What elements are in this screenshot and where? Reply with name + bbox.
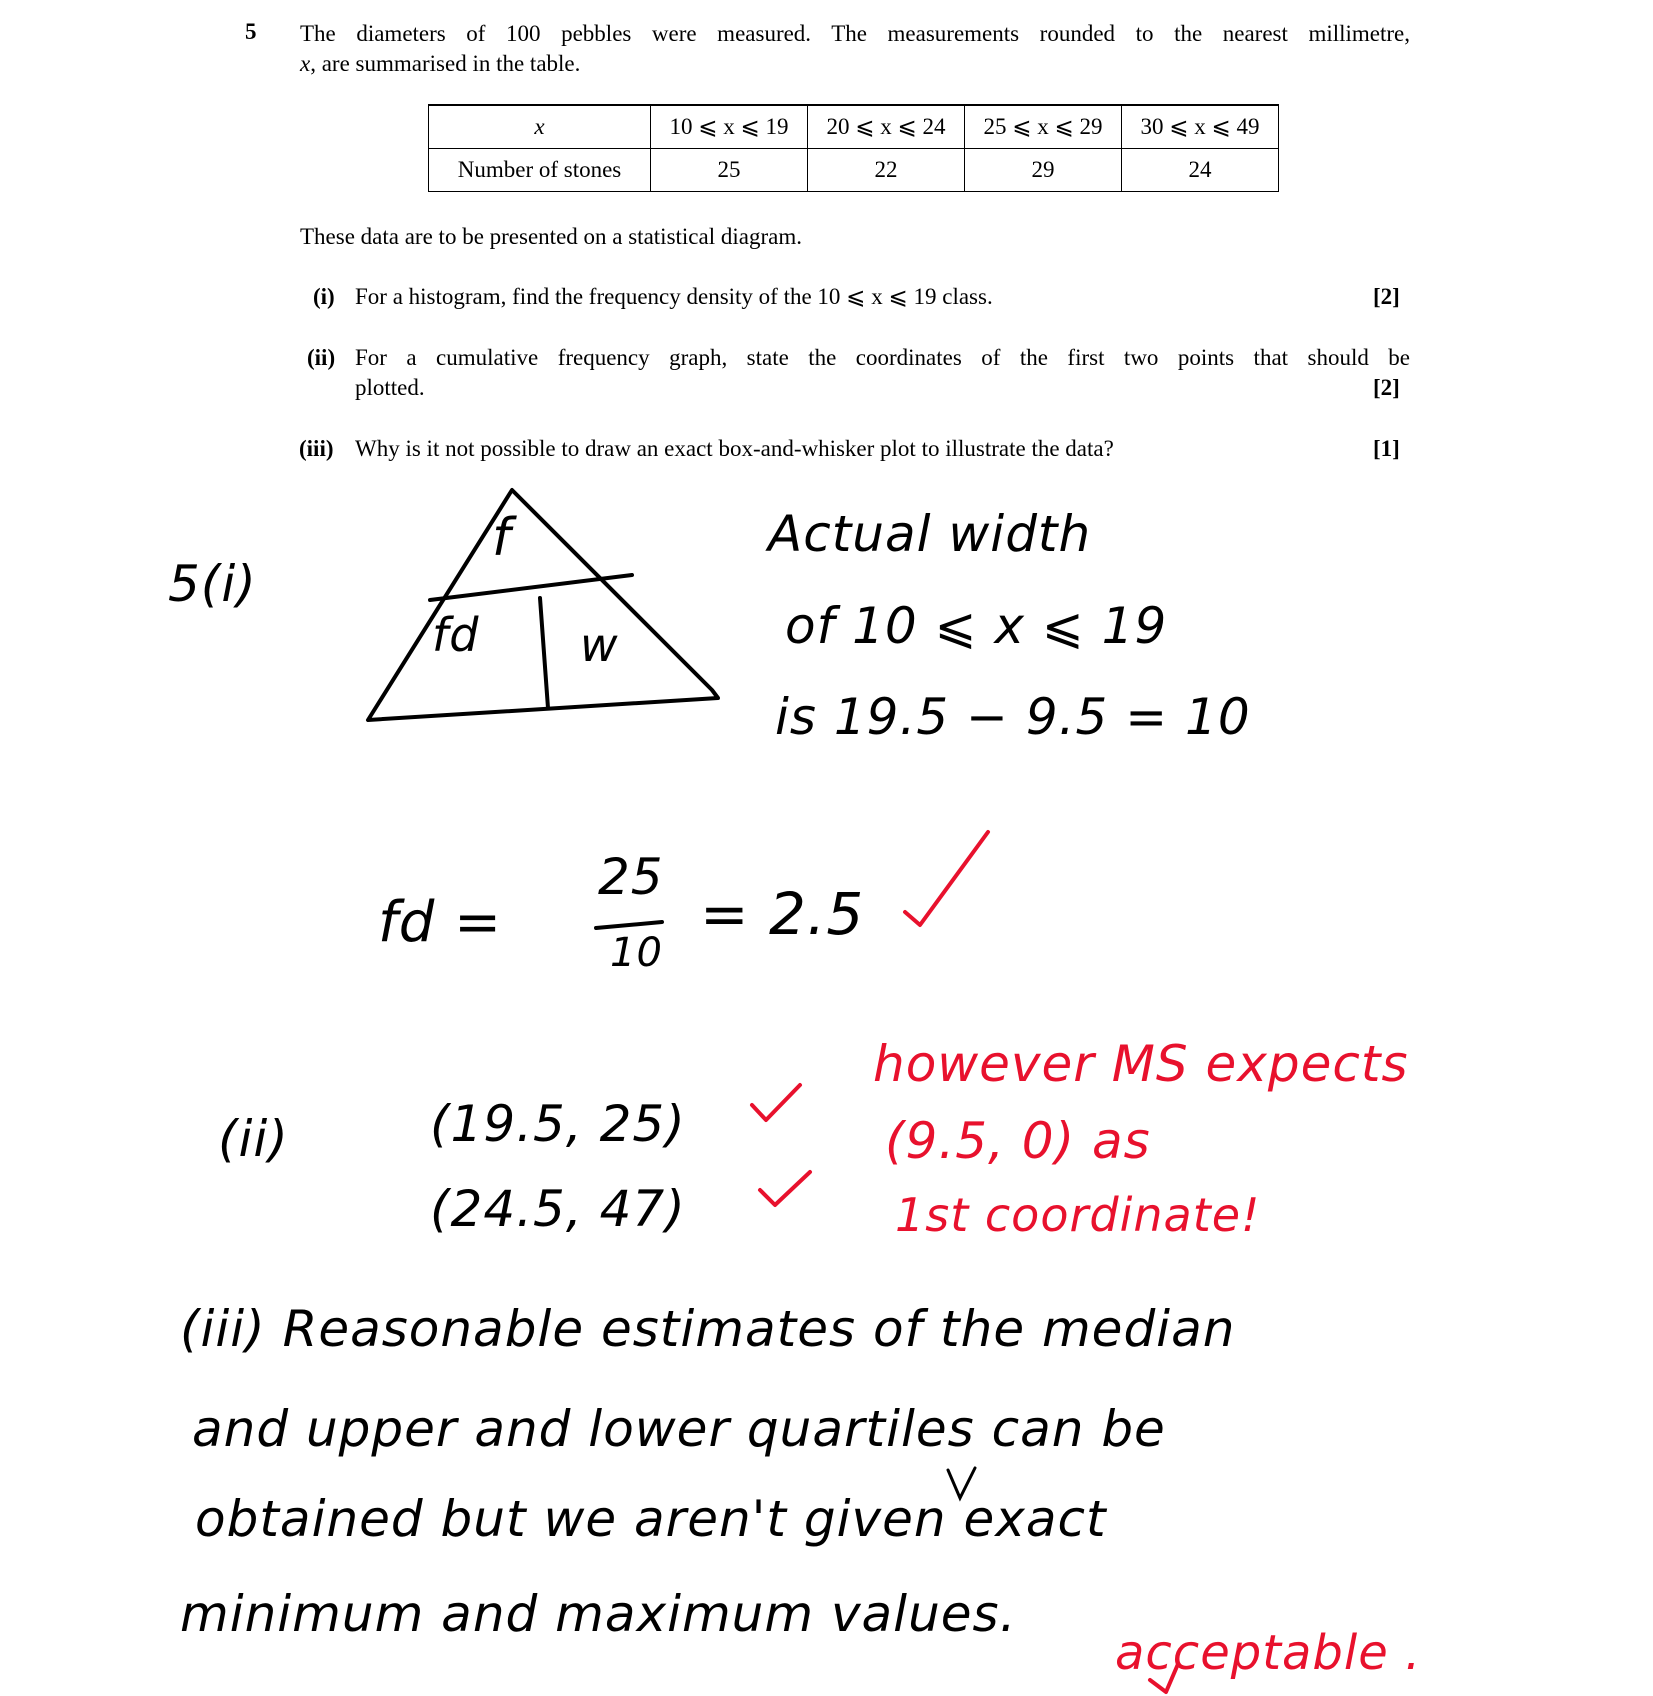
acceptable-note: acceptable . (1115, 1625, 1422, 1681)
tick-mark (905, 832, 988, 925)
part-iii-label: (iii) (299, 436, 334, 461)
intro-line-1: The diameters of 100 pebbles were measured. The measurements rounded to the nearest millimetre, (300, 21, 1410, 46)
triangle-divider-horizontal (430, 575, 632, 600)
part-iii-answer-line3: obtained but we aren't given exact (195, 1490, 1107, 1548)
intro-line-2-text: , are summarised in the table. (310, 51, 581, 76)
triangle-top-letter: f (492, 508, 512, 568)
table-cell: 25 (651, 149, 808, 192)
table-header-cell: 20 ⩽ x ⩽ 24 (808, 105, 965, 149)
fd-denominator: 10 (610, 930, 663, 976)
fraction-bar (596, 922, 662, 928)
fd-result: = 2.5 (700, 880, 865, 948)
table-cell: 22 (808, 149, 965, 192)
ms-note-line3: 1st coordinate! (895, 1188, 1261, 1242)
hand-part-ii-label: (ii) (218, 1110, 289, 1168)
table-row-label: Number of stones (429, 149, 651, 192)
cf-point-1: (19.5, 25) (430, 1095, 686, 1153)
question-statement: These data are to be presented on a statistical diagram. (300, 224, 802, 249)
formula-triangle (368, 490, 718, 720)
part-iii-text: Why is it not possible to draw an exact box-and-whisker plot to illustrate the data? (355, 436, 1114, 461)
cf-point-2: (24.5, 47) (430, 1180, 686, 1238)
part-iii-marks: [1] (1373, 436, 1400, 461)
intro-variable: x (300, 51, 311, 76)
triangle-bottom-left-letters: fd (432, 608, 480, 662)
tick-mark (760, 1172, 810, 1205)
hand-part-i-label: 5(i) (168, 555, 257, 613)
part-i-marks: [2] (1373, 284, 1400, 309)
table-header-cell: x (429, 105, 651, 149)
fd-lhs: fd = (378, 890, 502, 955)
width-note-line2: of 10 ⩽ x ⩽ 19 (785, 597, 1168, 655)
part-ii-text-line2: plotted. (355, 375, 425, 400)
table-header-cell: 25 ⩽ x ⩽ 29 (965, 105, 1122, 149)
ms-note-line2: (9.5, 0) as (885, 1112, 1151, 1170)
part-iii-answer-line4: minimum and maximum values. (180, 1585, 1017, 1643)
table-header-cell: 10 ⩽ x ⩽ 19 (651, 105, 808, 149)
part-i-text: For a histogram, find the frequency density of the 10 ⩽ x ⩽ 19 class. (355, 284, 993, 309)
part-i-label: (i) (313, 284, 335, 309)
question-number: 5 (245, 19, 257, 44)
part-iii-answer-line1: (iii) Reasonable estimates of the median (180, 1300, 1236, 1358)
red-ticks (752, 832, 1178, 1692)
triangle-outline (368, 490, 718, 720)
width-note-line3: is 19.5 − 9.5 = 10 (775, 688, 1251, 746)
width-note-line1: Actual width (768, 505, 1092, 563)
triangle-divider-vertical (540, 598, 548, 708)
table-cell: 29 (965, 149, 1122, 192)
tick-mark (752, 1085, 800, 1120)
part-ii-marks: [2] (1373, 375, 1400, 400)
table-header-cell: 30 ⩽ x ⩽ 49 (1122, 105, 1279, 149)
ms-note-line1: however MS expects (873, 1035, 1409, 1093)
fd-numerator: 25 (598, 848, 664, 906)
part-ii-label: (ii) (307, 345, 336, 370)
table-cell: 24 (1122, 149, 1279, 192)
part-ii-text-line1: For a cumulative frequency graph, state the coordinates of the first two points that should be (355, 345, 1410, 370)
part-iii-answer-line2: and upper and lower quartiles can be (192, 1400, 1166, 1458)
triangle-bottom-right-letter: w (580, 618, 619, 672)
